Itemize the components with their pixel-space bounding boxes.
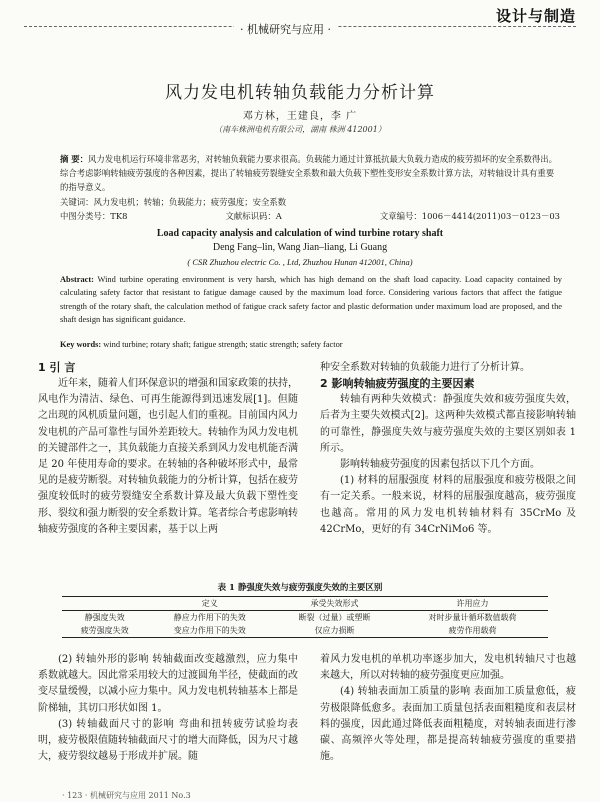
table-1: [62, 596, 548, 638]
page-footer: · 123 · 机械研究与应用 2011 No.3: [62, 791, 191, 800]
keywords-text-cn: 风力发电机；转轴；负载能力；疲劳强度；安全系数: [93, 197, 287, 207]
table-header-cell: [62, 597, 147, 611]
table-cell: 断裂（过量）或塑断: [298, 613, 371, 622]
section-2-heading: 2 影响转轴疲劳强度的主要因素: [320, 377, 475, 391]
table-row: [62, 624, 548, 638]
table-header-cell: 承受失效形式: [310, 599, 359, 608]
classification-row: [60, 210, 560, 222]
table-cell: 变应力作用下的失效: [173, 626, 246, 635]
keywords-label-en: Key words:: [60, 340, 102, 349]
table-cell: 静应力作用下的失效: [173, 613, 246, 622]
factor-3-paragraph-continued: 着风力发电机的单机功率逐步加大，发电机转轴尺寸也越来越大，所以对转轴的疲劳强度更应加强。: [320, 654, 576, 682]
body-column-right: [320, 360, 576, 538]
section-1-paragraph: 近年来，随着人们环保意识的增强和国家政策的扶持，风电作为清洁、绿色、可再生能源得到迅速发展[1]。但随之出现的风机质量问题，也引起人们的重视。目前国内风力发电机的产品可靠性与国外差距较大。转轴作为风力发电机的关键部件之一，其负载能力直接关系到风力发电机能否满足 20 年使用寿命的要求。在转轴的各种破坏形式中，最常见的是疲劳断裂。对转轴负载能力的分析计算，包括在疲劳强度较低时的疲劳裂缝安全系数计算及最大负载下塑性变形、裂纹和强力断裂的安全系数计算。笔者综合考虑影响转轴疲劳强度的各种主要因素，基于以上两: [38, 378, 298, 535]
affiliation-cn: （南车株洲电机有限公司，湖南 株洲 412001）: [214, 125, 386, 134]
body-column-right-lower: [320, 652, 576, 765]
section-2-paragraph-1: 转轴有两种失效模式：静强度失效和疲劳强度失效，后者为主要失效模式[2]。这两种失效模式都直接影响转轴的可靠性，静强度失效与疲劳强度失效的主要区别如表 1 所示。: [320, 394, 576, 454]
keywords-cn: [60, 196, 560, 208]
table-header-row: [62, 597, 548, 611]
factor-3-paragraph: (3) 转轴截面尺寸的影响 弯曲和扭转疲劳试验均表明，疲劳极限值随转轴截面尺寸的增大而降低，因为尺寸越大，疲劳裂纹越易于形成并扩展。随: [38, 718, 298, 763]
abstract-label-en: Abstract:: [60, 275, 94, 284]
table-header-cell: 定义: [201, 599, 218, 608]
abstract-label-cn: 摘 要：: [60, 154, 89, 164]
authors-cn: 邓方林，王建良，李 广: [242, 111, 358, 122]
factor-4-paragraph: (4) 转轴表面加工质量的影响 表面加工质量愈低，疲劳极限降低愈多。表面加工质量包括表面粗糙度和表层材料的强度，因此通过降低表面粗糙度，对转轴表面进行渗碳、高频淬火等处理，都是提高转轴疲劳强度的重要措施。: [320, 686, 576, 763]
table-cell: 静强度失效: [84, 613, 125, 622]
section-1-heading: 1 引 言: [38, 361, 76, 374]
table-header-cell: 许用应力: [456, 599, 489, 608]
section-2-paragraph-3: (1) 材料的屈服强度 材料的屈服强度和疲劳极限之间有一定关系。一般来说，材料的屈服强度越高，疲劳强度也越高。常用的风力发电机转轴材料有 35CrMo 及 42CrMo，更好的有 34CrNiMo6 等。: [320, 475, 576, 535]
body-column-left-lower: [38, 652, 298, 765]
table-cell: 对时步量计循环数值载荷: [428, 613, 517, 622]
keywords-text-en: wind turbine; rotary shaft; fatigue strength; static strength; safety factor: [103, 340, 343, 349]
abstract-cn: [60, 152, 560, 194]
table-cell: 疲劳作用载荷: [448, 626, 497, 635]
body-column-left: [38, 360, 298, 538]
section-2-paragraph-2: 影响转轴疲劳强度的因素包括以下几个方面。: [340, 459, 540, 471]
section-1-paragraph-continued: 种安全系数对转轴的负载能力进行了分析计算。: [320, 362, 530, 373]
keywords-en: [60, 340, 562, 349]
abstract-text-cn: 风力发电机运行环境非常恶劣，对转轴负载能力要求很高。负载能力通过计算抵抗最大负载力造成的疲劳损坏的安全系数得出。综合考虑影响转轴疲劳强度的各种因素，提出了转轴疲劳裂缝安全系数和最大负载下塑性变形安全系数计算方法，对转轴设计具有重要的指导意义。: [60, 154, 558, 192]
abstract-text-en: Wind turbine operating environment is very harsh, which has high demand on the shaft load capacity. Load capacity contained by calculating safety factor that resistant to fatigue damage caused by the maximum load force. Considering various factors that affect the fatigue strength of the rotary shaft, the calculation method of fatigue crack safety factor and plastic deformation under maximum load are proposed, and the shaft design has significant guidance.: [60, 275, 562, 324]
paper-title: 风力发电机转轴负载能力分析计算: [165, 83, 435, 103]
clc-number: 中图分类号：TK8: [60, 211, 128, 221]
table-1-caption: 表 1 静强度失效与疲劳强度失效的主要区别: [217, 583, 383, 593]
keywords-label-cn: 关键词：: [60, 197, 94, 207]
authors-en: Deng Fang–lin, Wang Jian–liang, Li Guang: [212, 242, 388, 253]
factor-2-paragraph: (2) 转轴外形的影响 转轴截面改变越激烈，应力集中系数就越大。因此常采用较大的过渡圆角半径，使截面的改变尽量缓慢，以减小应力集中。风力发电机转轴基本上都是阶梯轴，其切口形状如图 1。: [38, 654, 298, 714]
paper-title-en: Load capacity analysis and calculation of wind turbine rotary shaft: [156, 228, 444, 239]
table-cell: 仅应力损断: [314, 626, 355, 635]
journal-section-label: · 机械研究与应用 ·: [234, 21, 337, 37]
table-cell: 疲劳强度失效: [80, 626, 129, 635]
abstract-en: [60, 273, 562, 326]
document-code: 文献标识码：A: [225, 211, 282, 221]
journal-brand: 设计与制造: [495, 7, 576, 25]
affiliation-en: ( CSR Zhuzhou electric Co. , Ltd, Zhuzhou Hunan 412001, China): [187, 257, 413, 267]
article-id: 文章编号：1006－4414(2011)03－0123－03: [379, 211, 560, 221]
table-row: [62, 611, 548, 625]
